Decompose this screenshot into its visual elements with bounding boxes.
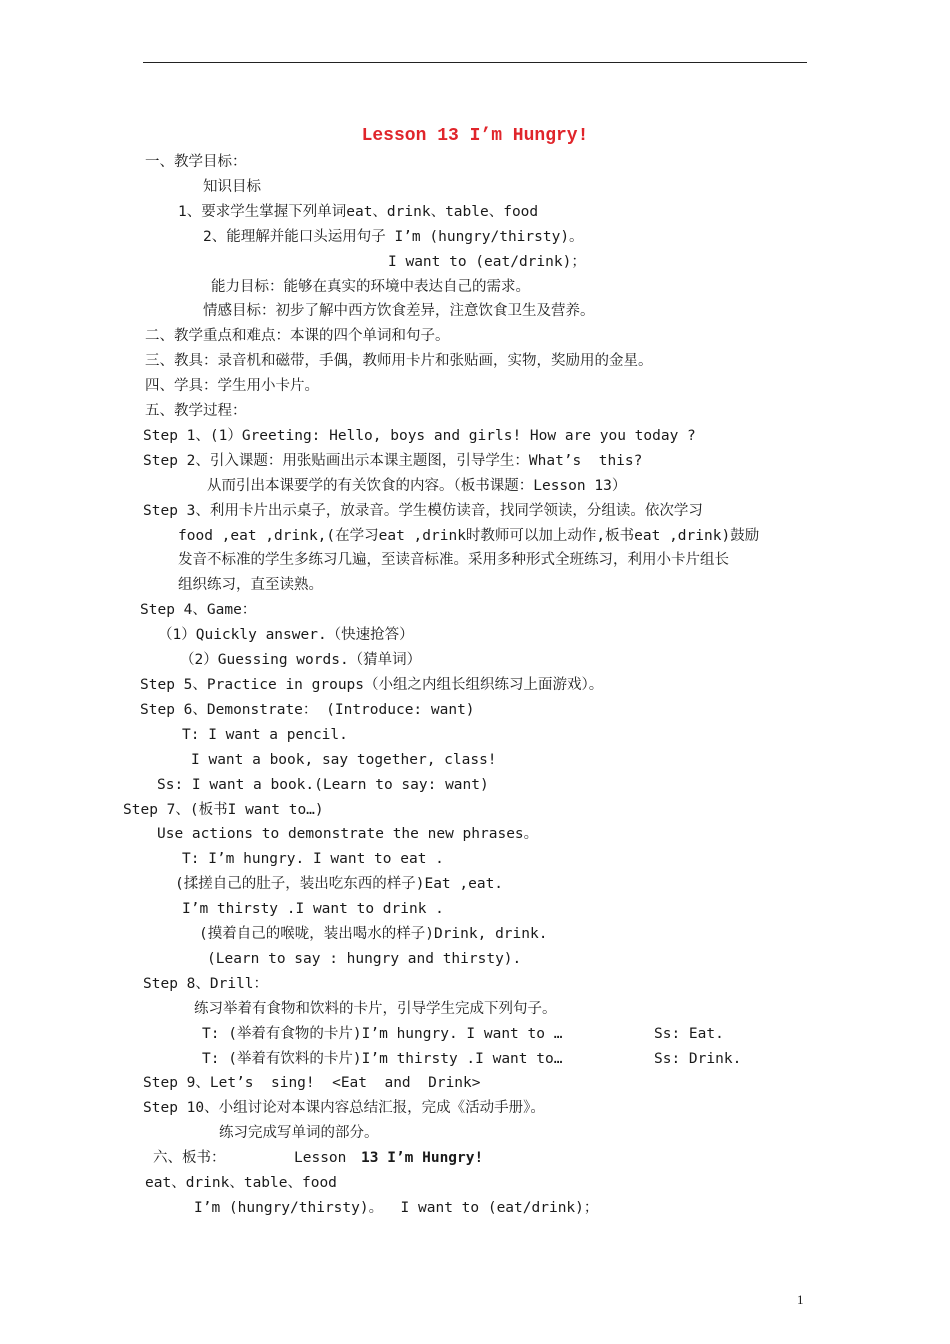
text-line: (揉搓自己的肚子，装出吃东西的样子)Eat ,eat. (175, 876, 504, 892)
text-line: 发音不标准的学生多练习几遍，至读音标准。采用多种形式全班练习，利用小卡片组长 (178, 552, 729, 568)
text-line: 从而引出本课要学的有关饮食的内容。（板书课题：Lesson 13） (207, 478, 627, 494)
lesson-title: Lesson 13 I’m Hungry! (361, 126, 589, 146)
text-line: Ss: I want a book.(Learn to say: want) (157, 777, 489, 793)
text-line: 四、学具：学生用小卡片。 (145, 378, 319, 394)
header-rule (143, 62, 807, 63)
text-line: T: (举着有饮料的卡片)I’m thirsty .I want to… (202, 1051, 563, 1067)
text-line: I want a book, say together, class! (191, 752, 497, 768)
text-line: 三、教具：录音机和磁带，手偶，教师用卡片和张贴画，实物，奖励用的金星。 (145, 353, 653, 369)
text-line: （1）Quickly answer.（快速抢答） (158, 627, 414, 643)
text-line: (摸着自己的喉咙，装出喝水的样子)Drink, drink. (199, 926, 548, 942)
text-line: 练习举着有食物和饮料的卡片，引导学生完成下列句子。 (194, 1001, 557, 1017)
text-line: Use actions to demonstrate the new phrases。 (157, 826, 539, 842)
text-line: 能力目标：能够在真实的环境中表达自己的需求。 (211, 279, 530, 295)
text-line: Step 8、Drill： (143, 976, 269, 992)
text-line: 五、教学过程： (145, 403, 247, 419)
response-text: Ss: Eat. (654, 1026, 724, 1042)
text-line: I’m (hungry/thirsty)。 I want to (eat/drink)； (194, 1200, 599, 1216)
text-line: Step 7、(板书I want to…) (123, 802, 324, 818)
text-line: food ,eat ,drink,(在学习eat ,drink时教师可以加上动作,板书eat ,drink)鼓励 (178, 528, 760, 544)
text-line: Step 6、Demonstrate： (Introduce: want) (140, 702, 475, 718)
text-line: Step 5、Practice in groups（小组之内组长组织练习上面游戏）。 (140, 677, 604, 693)
text-line: 六、板书： (153, 1150, 226, 1166)
text-line: （2）Guessing words.（猜单词） (180, 652, 422, 668)
text-line: 组织练习，直至读熟。 (178, 577, 323, 593)
text-line: Step 1、(1）Greeting: Hello, boys and girls! How are you today ? (143, 428, 696, 444)
response-text: Ss: Drink. (654, 1051, 742, 1067)
board-title: 13 I’m Hungry! (361, 1150, 484, 1166)
text-line: 情感目标：初步了解中西方饮食差异，注意饮食卫生及营养。 (203, 303, 595, 319)
text-line: (Learn to say : hungry and thirsty). (207, 951, 522, 967)
text-line: 二、教学重点和难点：本课的四个单词和句子。 (145, 328, 450, 344)
text-line: T: I’m hungry. I want to eat . (182, 851, 444, 867)
text-line: Step 4、Game： (140, 602, 257, 618)
text-line: 知识目标 (203, 179, 261, 195)
text-line: Step 2、引入课题：用张贴画出示本课主题图，引导学生：What’s this? (143, 453, 643, 469)
board-lesson-label: Lesson (294, 1150, 347, 1166)
text-line: I’m thirsty .I want to drink . (182, 901, 444, 917)
text-line: 1、要求学生掌握下列单词eat、drink、table、food (178, 204, 539, 220)
text-line: I want to (eat/drink)； (388, 254, 586, 270)
text-line: Step 9、Let’s sing! <Eat and Drink> (143, 1075, 481, 1091)
text-line: T: (举着有食物的卡片)I’m hungry. I want to … (202, 1026, 563, 1042)
text-line: Step 10、小组讨论对本课内容总结汇报，完成《活动手册》。 (143, 1100, 545, 1116)
page-number: 1 (797, 1292, 804, 1307)
text-line: Step 3、利用卡片出示桌子，放录音。学生模仿读音，找同学领读，分组读。依次学习 (143, 503, 703, 519)
text-line: 一、教学目标： (145, 154, 247, 170)
text-line: 2、能理解并能口头运用句子 I’m (hungry/thirsty)。 (203, 229, 584, 245)
text-line: T: I want a pencil. (182, 727, 348, 743)
text-line: 练习完成写单词的部分。 (219, 1125, 379, 1141)
text-line: eat、drink、table、food (145, 1175, 337, 1191)
